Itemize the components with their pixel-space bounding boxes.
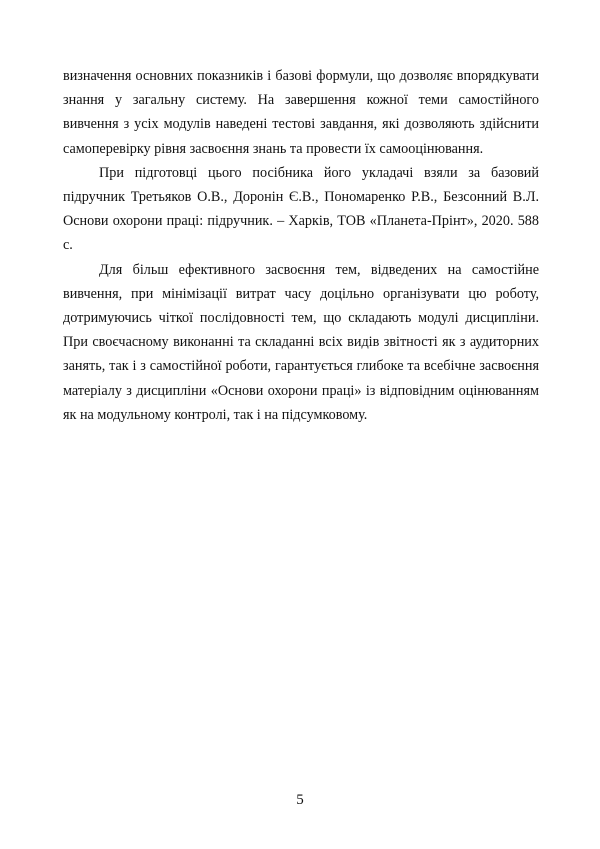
page-body [63, 64, 539, 427]
paragraph-textbook-reference: При підготовці цього посібника його укладачі взяли за базовий підручник Третьяков О.В., Доронін Є.В., Пономаренко Р.В., Безсонний В.Л. Основи охорони праці: підручник. – Харків, ТОВ «Планета-Прінт», 2020. 588 с. [63, 164, 539, 254]
paragraph-study-recommendation: Для більш ефективного засвоєння тем, відведених на самостійне вивчення, при мінімізації витрат часу доцільно організувати цю роботу, дотримуючись чіткої послідовності тем, що складають модулі дисципліни. При своєчасному виконанні та складанні всіх видів звітності як з аудиторних занять, так і з самостійної роботи, гарантується глибоке та всебічне засвоєння матеріалу з дисципліни «Основи охорони праці» із відповідним оцінюванням як на модульному контролі, так і на підсумковому. [63, 261, 539, 423]
page-number: 5 [296, 792, 304, 808]
paragraph-continuation: визначення основних показників і базові формули, що дозволяє впорядкувати знання у загальну систему. На завершення кожної теми самостійного вивчення з усіх модулів наведені тестові завдання, які дозволяють здійснити самоперевірку рівня засвоєння знань та провести їх самооцінювання. [63, 68, 539, 157]
